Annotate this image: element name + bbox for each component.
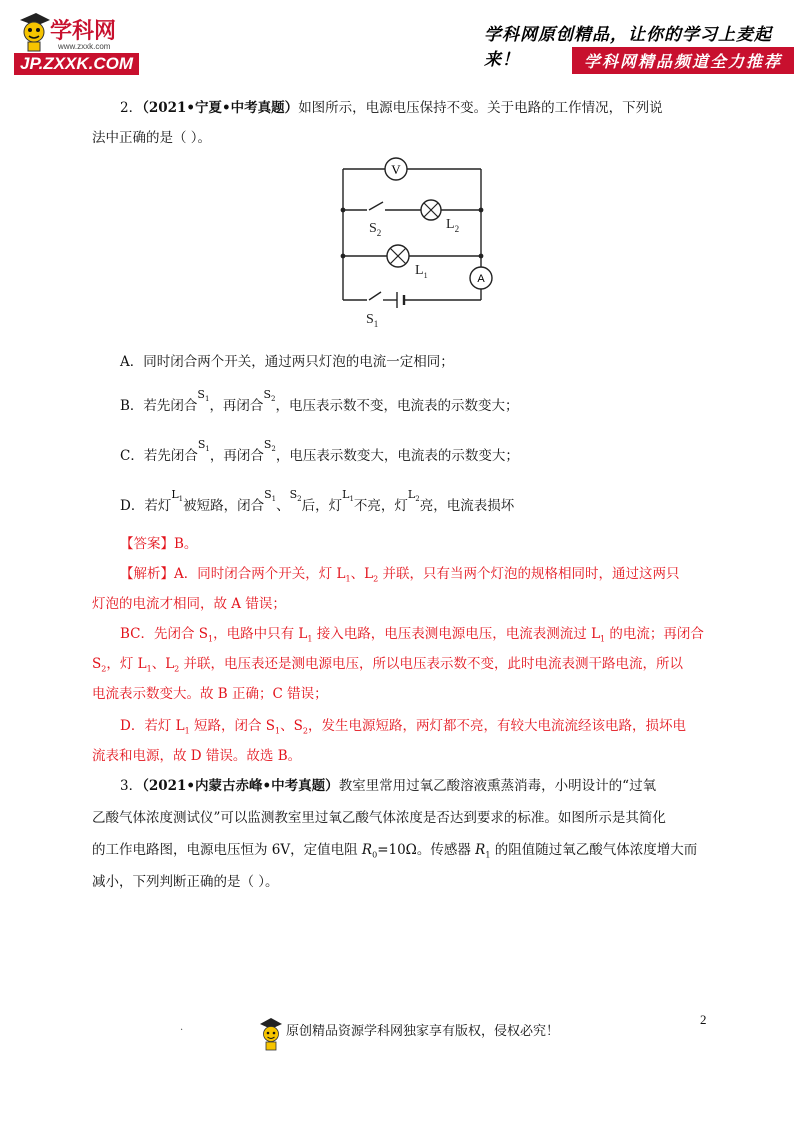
q2-stem-text: 如图所示，电源电压保持不变。关于电路的工作情况，下列说: [298, 100, 663, 116]
symbol-s1: S1: [197, 388, 210, 404]
analysis-line5: 电流表示数变大。故 B 正确；C 错误；: [92, 686, 328, 702]
footer-mascot-icon: [258, 1016, 284, 1052]
footer-dot: .: [180, 1022, 184, 1033]
q3-line1: 3．（2021•内蒙古赤峰•中考真题）教室里常用过氧乙酸溶液熏蒸消毒，小明设计的“过氧: [120, 778, 657, 794]
symbol-s1: S1: [264, 488, 277, 504]
symbol-l1: L1: [342, 488, 354, 504]
label-s1: S: [366, 312, 374, 327]
label-s2: S: [369, 221, 377, 236]
logo-cn: 学科网: [50, 18, 117, 43]
junction-dot: [479, 254, 484, 259]
q2-stem-line2: 法中正确的是（ ）。: [92, 130, 212, 146]
analysis-line4: $S_2$，灯 $L_1$、$L_2$ 并联，电压表还是测电源电压，所以电压表示数不变，此时电流表测干路电流，所以: [92, 656, 684, 674]
logo-small-url: www.zxxk.com: [58, 42, 111, 51]
analysis-line6: D．若灯 $L_1$ 短路，闭合 $S_1$、$S_2$，发生电源短路，两灯都不亮，有较大电流流经该电路，损坏电: [120, 718, 686, 736]
header-banner: 学科网精品频道全力推荐: [572, 47, 794, 74]
analysis-line3: BC．先闭合 $S_1$，电路中只有 $L_1$ 接入电路，电压表测电源电压，电流表测流过 $L_1$ 的电流；再闭合: [120, 626, 704, 644]
header-logo: [14, 10, 164, 76]
analysis-line2: 灯泡的电流才相同，故 A 错误；: [92, 596, 286, 612]
label-l1: L: [415, 263, 424, 278]
junction-dot: [341, 254, 346, 259]
svg-text:L2: [446, 217, 459, 234]
q2-stem-line1: [120, 98, 663, 118]
symbol-l2: L2: [407, 488, 420, 504]
symbol-s2: S2: [263, 388, 276, 404]
q2-answer: [120, 534, 197, 554]
svg-text:S1: [366, 312, 378, 329]
symbol-s2: S2: [263, 438, 276, 454]
q2-number: 2．: [120, 100, 143, 116]
answer-value: B。: [174, 536, 198, 552]
mascot-icon: [16, 10, 52, 52]
label-s2-sub: 2: [376, 228, 382, 238]
circuit-diagram: [325, 152, 505, 332]
svg-text:L1: [415, 263, 428, 280]
junction-dot: [341, 208, 346, 213]
svg-text:S2: [369, 221, 381, 238]
q2-option-c: C．若先闭合$^{S_1}$，再闭合$^{S_2}$，电压表示数变大，电流表的示数变大；: [120, 438, 519, 464]
voltmeter-icon: [385, 158, 407, 180]
page-number: 2: [700, 1012, 707, 1027]
analysis-line1: 【解析】A．同时闭合两个开关，灯 $L_1$、$L_2$ 并联，只有当两个灯泡的规格相同时，通过这两只: [120, 566, 680, 584]
analysis-label: 【解析】: [120, 566, 174, 582]
lamp-l2-icon: [421, 200, 441, 220]
label-l2-sub: 2: [454, 224, 460, 234]
ammeter-icon: [470, 267, 492, 289]
junction-dot: [479, 208, 484, 213]
lamp-l1-icon: [387, 245, 409, 267]
label-l1-sub: 1: [423, 271, 428, 280]
ammeter-label: A: [477, 273, 485, 285]
answer-label: 【答案】: [120, 536, 174, 552]
logo-domain: JP.ZXXK.COM: [14, 53, 139, 75]
q3-source: （2021•内蒙古赤峰•中考真题）: [142, 778, 339, 794]
q3-number: 3．: [120, 778, 143, 794]
label-s1-sub: 1: [373, 319, 379, 329]
symbol-s2: S2: [289, 488, 302, 504]
q2-option-d: D．若灯$^{L_1}$被短路，闭合$^{S_1}$、$^{S_2}$后，灯$^{L_1}$不亮，灯$^{L_2}$亮，电流表损坏: [120, 488, 515, 514]
q3-line4: 减小，下列判断正确的是（ ）。: [92, 874, 279, 890]
label-l2: L: [446, 217, 455, 232]
symbol-s1: S1: [197, 438, 210, 454]
q2-source: （2021•宁夏•中考真题）: [142, 100, 299, 116]
q3-line3: 的工作电路图，电源电压恒为 6V，定值电阻 $R_0=10\Omega$。传感器 $R_1$ 的阻值随过氧乙酸气体浓度增大而: [92, 842, 698, 860]
q2-option-a: A．同时闭合两个开关，通过两只灯泡的电流一定相同；: [120, 354, 454, 370]
analysis-line7: 流表和电源，故 D 错误。故选 B。: [92, 748, 302, 764]
symbol-l1: L1: [171, 488, 184, 504]
footer-copyright: 原创精品资源学科网独家享有版权，侵权必究！: [286, 1024, 560, 1039]
q2-option-b: B．若先闭合$^{S_1}$，再闭合$^{S_2}$，电压表示数不变，电流表的示数变大；: [120, 388, 519, 414]
header-slogan: 学科网原创精品，让你的学习上麦起来！: [484, 25, 772, 70]
q3-line2: 乙酸气体浓度测试仪”可以监测教室里过氧乙酸气体浓度是否达到要求的标准。如图所示是其简化: [92, 810, 666, 826]
voltmeter-label: V: [391, 162, 401, 177]
